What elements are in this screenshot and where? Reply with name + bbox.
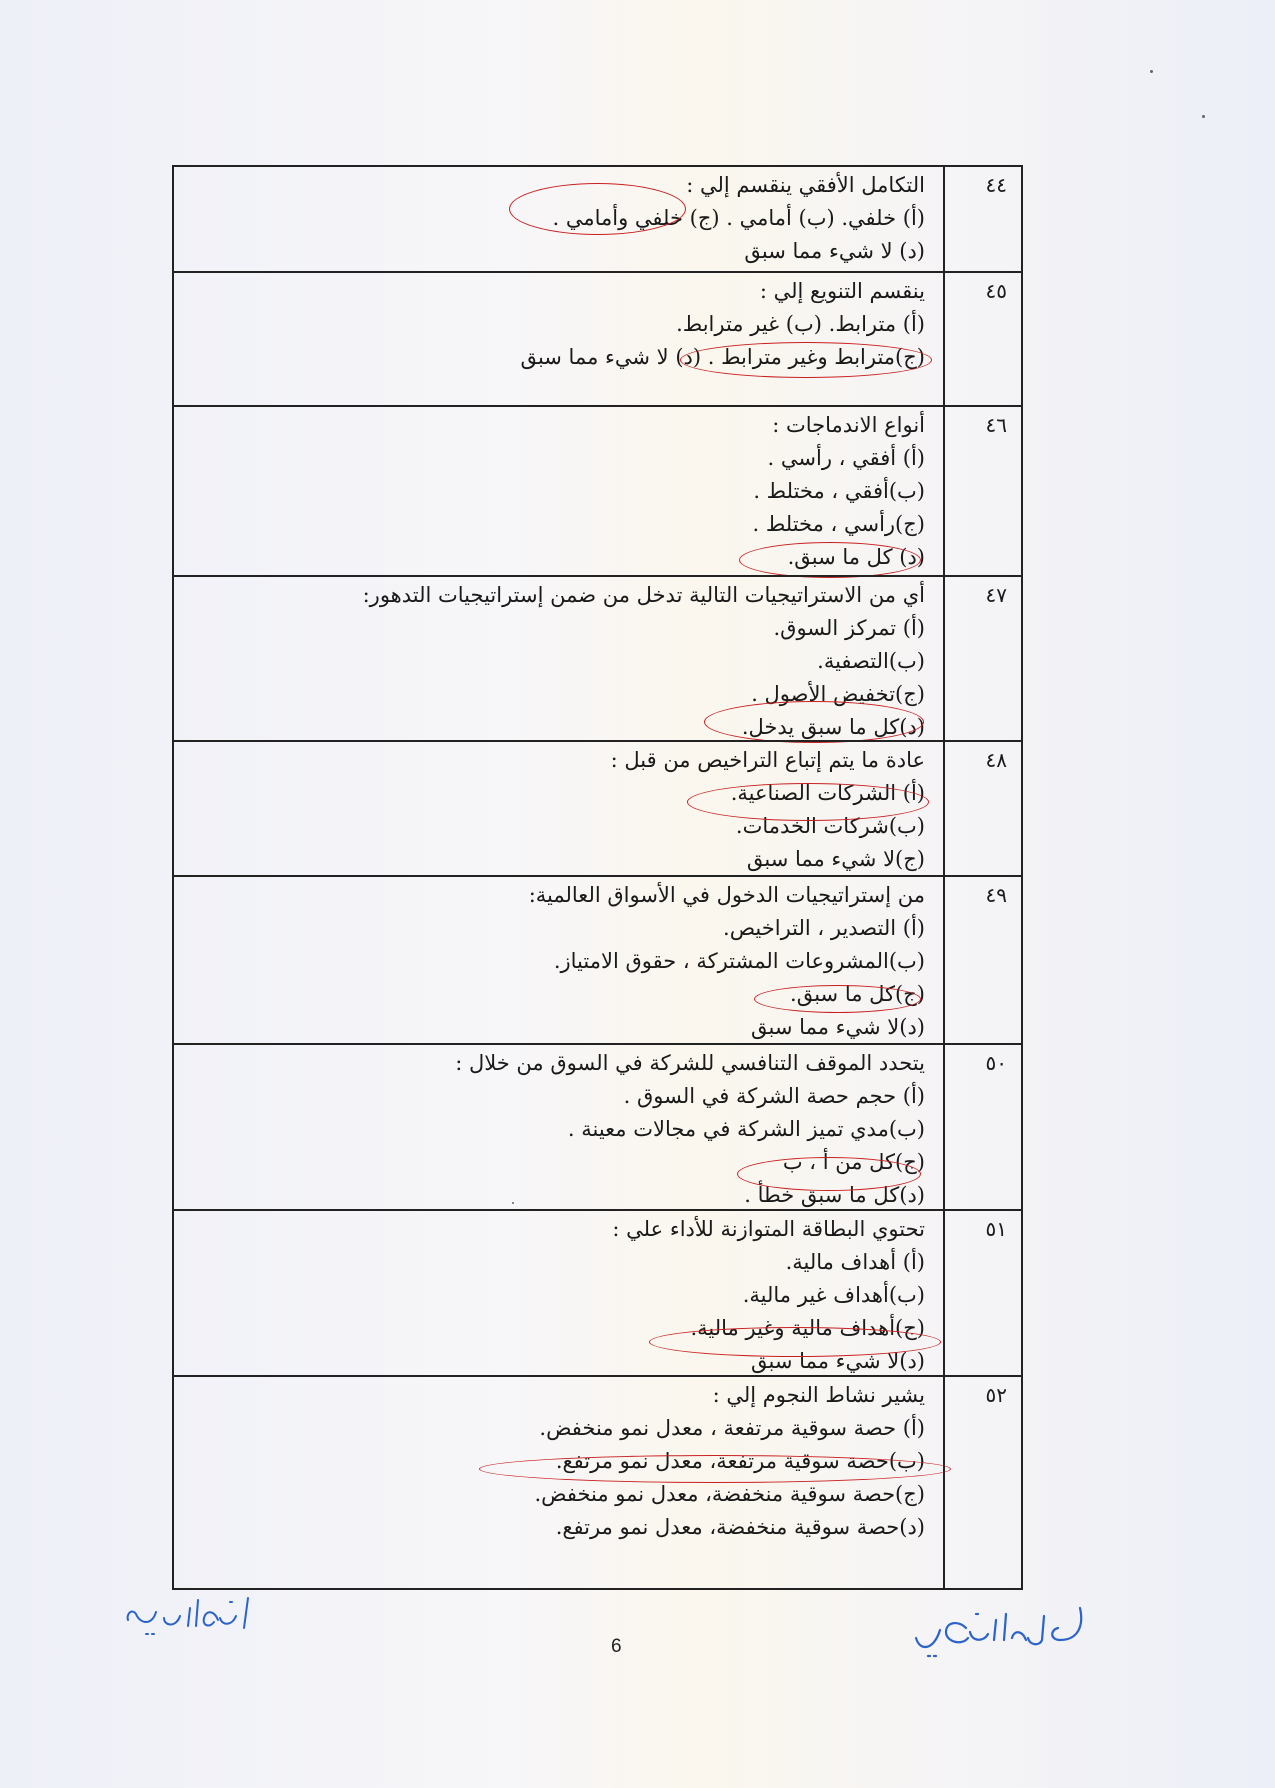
number-cell: [943, 1377, 1021, 1588]
option-line: (د)لا شيء مما سبق: [751, 1015, 925, 1039]
question-number: ٤٥: [985, 279, 1007, 303]
option-line: (د) كل ما سبق.: [787, 545, 925, 569]
question-body: [182, 879, 925, 1044]
question-body: [182, 579, 925, 744]
option-line: (ب)المشروعات المشتركة ، حقوق الامتياز.: [553, 949, 925, 973]
option-line: (ب)شركات الخدمات.: [735, 814, 925, 838]
question-row-52: [174, 1375, 1021, 1588]
option-line: (ب)أفقي ، مختلط .: [753, 479, 925, 503]
question-text: التكامل الأفقي ينقسم إلي :: [686, 173, 925, 197]
question-number: ٤٧: [985, 583, 1007, 607]
option-line: (د) لا شيء مما سبق: [744, 239, 925, 263]
option-line: (ب)أهداف غير مالية.: [742, 1283, 925, 1307]
question-row-51: [174, 1209, 1021, 1375]
number-cell: [943, 877, 1021, 1043]
scan-speck: [1202, 115, 1205, 118]
option-line: (ب)مدي تميز الشركة في مجالات معينة .: [567, 1117, 925, 1141]
option-line: (د)حصة سوقية منخفضة، معدل نمو مرتفع.: [555, 1515, 925, 1539]
option-line: (ج)كل من أ ، ب: [782, 1150, 925, 1174]
question-text: يتحدد الموقف التنافسي للشركة في السوق من خلال :: [455, 1051, 925, 1075]
number-cell: [943, 167, 1021, 271]
handwritten-signature-left: [118, 1580, 258, 1650]
option-line: (ج)كل ما سبق.: [790, 982, 925, 1006]
questions-table: [172, 165, 1023, 1590]
question-number: ٤٨: [985, 748, 1007, 772]
question-body: [182, 1213, 925, 1378]
scan-speck: [1150, 70, 1153, 73]
option-line: (أ) حصة سوقية مرتفعة ، معدل نمو منخفض.: [539, 1416, 925, 1440]
option-line: (أ) التصدير ، التراخيص.: [723, 916, 925, 940]
question-text: عادة ما يتم إتباع التراخيص من قبل :: [610, 748, 925, 772]
number-cell: [943, 577, 1021, 740]
question-text: تحتوي البطاقة المتوازنة للأداء علي :: [612, 1217, 925, 1241]
question-text: أي من الاستراتيجيات التالية تدخل من ضمن إستراتيجيات التدهور:: [362, 583, 925, 607]
question-text: أنواع الاندماجات :: [772, 413, 925, 437]
number-cell: [943, 1045, 1021, 1209]
question-number: ٥٠: [985, 1051, 1007, 1075]
question-body: [182, 169, 925, 268]
question-row-47: [174, 575, 1021, 740]
question-text: من إستراتيجيات الدخول في الأسواق العالمية:: [528, 883, 925, 907]
option-line: (أ) الشركات الصناعية.: [730, 781, 925, 805]
option-line: (د)كل ما سبق يدخل.: [741, 715, 925, 739]
question-body: [182, 744, 925, 876]
option-line: (ج)حصة سوقية منخفضة، معدل نمو منخفض.: [534, 1482, 925, 1506]
question-row-46: [174, 405, 1021, 575]
question-number: ٥١: [985, 1217, 1007, 1241]
question-row-50: [174, 1043, 1021, 1209]
option-line: (أ) أفقي ، رأسي .: [767, 446, 925, 470]
option-line: (أ) خلفي. (ب) أمامي . (ج) خلفي وأمامي .: [552, 206, 925, 230]
question-row-48: [174, 740, 1021, 875]
scan-speck: [512, 1202, 514, 1204]
option-line: (أ) أهداف مالية.: [785, 1250, 925, 1274]
question-text: ينقسم التنويع إلي :: [759, 279, 925, 303]
question-body: [182, 1047, 925, 1212]
question-number: ٤٤: [985, 173, 1007, 197]
option-line: (ب)التصفية.: [817, 649, 925, 673]
option-line: (أ) تمركز السوق.: [773, 616, 925, 640]
option-line: (ج)مترابط وغير مترابط . (د) لا شيء مما سبق: [520, 345, 925, 369]
option-line: (ج)أهداف مالية وغير مالية.: [690, 1316, 925, 1340]
option-line: (ب)حصة سوقية مرتفعة، معدل نمو مرتفع.: [555, 1449, 925, 1473]
question-text: يشير نشاط النجوم إلي :: [712, 1383, 925, 1407]
number-cell: [943, 742, 1021, 875]
question-number: ٤٩: [985, 883, 1007, 907]
option-line: (أ) حجم حصة الشركة في السوق .: [623, 1084, 925, 1108]
question-row-44: [174, 167, 1021, 271]
option-line: (ج)لا شيء مما سبق: [746, 847, 925, 871]
question-body: [182, 409, 925, 574]
question-number: ٤٦: [985, 413, 1007, 437]
option-line: (أ) مترابط. (ب) غير مترابط.: [676, 312, 925, 336]
option-line: (د)كل ما سبق خطأ .: [744, 1183, 925, 1207]
question-row-49: [174, 875, 1021, 1043]
handwritten-signature-right: [910, 1590, 1090, 1670]
question-body: [182, 275, 925, 374]
number-cell: [943, 407, 1021, 575]
option-line: (د)لا شيء مما سبق: [751, 1349, 925, 1373]
option-line: (ج)رأسي ، مختلط .: [752, 512, 925, 536]
number-cell: [943, 273, 1021, 405]
question-body: [182, 1379, 925, 1544]
page-number: 6: [611, 1636, 622, 1657]
question-number: ٥٢: [985, 1383, 1007, 1407]
option-line: (ج)تخفيض الأصول .: [751, 682, 925, 706]
question-row-45: [174, 271, 1021, 405]
number-cell: [943, 1211, 1021, 1375]
